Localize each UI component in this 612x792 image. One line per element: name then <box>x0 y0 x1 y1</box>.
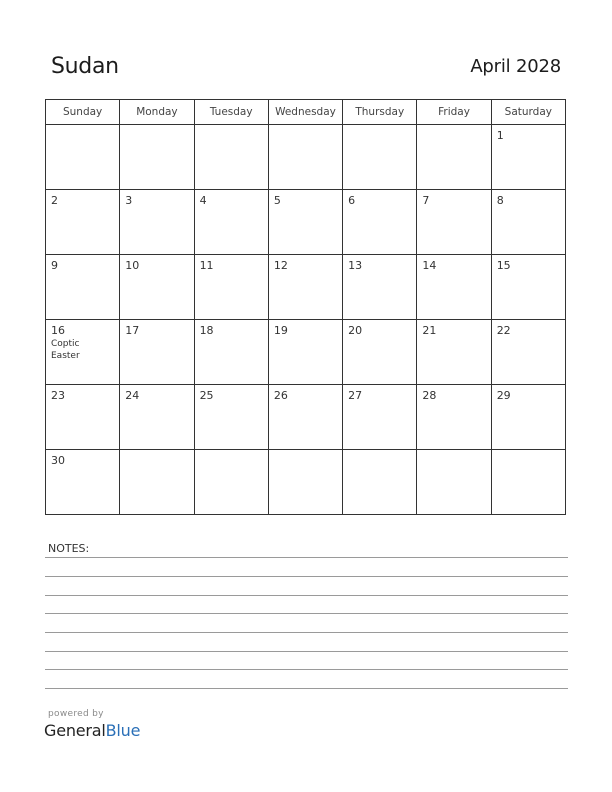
day-cell[interactable] <box>120 385 194 450</box>
day-number: 8 <box>496 194 504 207</box>
week-row <box>46 125 566 190</box>
day-number <box>417 125 490 129</box>
day-number: 6 <box>348 194 356 207</box>
day-number: 5 <box>273 194 281 207</box>
brand-general: General <box>44 721 106 740</box>
day-cell[interactable] <box>343 320 417 385</box>
day-number <box>195 450 268 454</box>
note-line <box>45 613 568 614</box>
day-number: 11 <box>199 259 214 272</box>
day-cell[interactable] <box>343 385 417 450</box>
day-number: 27 <box>348 389 363 402</box>
note-line <box>45 557 568 558</box>
calendar-country-title: Sudan <box>51 54 119 79</box>
powered-by-text: powered by <box>48 709 104 719</box>
day-cell[interactable] <box>194 320 268 385</box>
weekday-header: Wednesday <box>268 100 342 125</box>
day-number: 3 <box>125 194 133 207</box>
note-line <box>45 651 568 652</box>
day-cell[interactable] <box>268 320 342 385</box>
note-line <box>45 669 568 670</box>
weekday-header: Sunday <box>46 100 120 125</box>
day-cell[interactable] <box>417 125 491 190</box>
brand-blue: Blue <box>105 721 141 740</box>
weekday-header: Thursday <box>343 100 417 125</box>
day-number: 25 <box>199 389 214 402</box>
day-cell[interactable] <box>194 385 268 450</box>
day-number: 28 <box>422 389 437 402</box>
day-cell[interactable] <box>417 190 491 255</box>
day-number <box>195 125 268 129</box>
day-number: 29 <box>496 389 511 402</box>
day-number <box>343 450 416 454</box>
day-number <box>120 450 193 454</box>
brand-logo[interactable] <box>44 721 140 740</box>
day-cell[interactable] <box>491 385 565 450</box>
day-number: 24 <box>125 389 140 402</box>
day-cell[interactable] <box>194 450 268 515</box>
day-cell[interactable] <box>46 385 120 450</box>
day-number: 30 <box>51 454 65 467</box>
note-line <box>45 632 568 633</box>
note-line <box>45 576 568 577</box>
week-row <box>46 190 566 255</box>
day-cell[interactable] <box>268 385 342 450</box>
note-line <box>45 688 568 689</box>
day-number: 17 <box>125 324 140 337</box>
holiday-label: Coptic Easter <box>51 339 80 361</box>
day-number: 18 <box>199 324 214 337</box>
day-number <box>120 125 193 129</box>
day-number <box>269 125 342 129</box>
weekday-header: Tuesday <box>194 100 268 125</box>
calendar-month-title: April 2028 <box>470 56 561 77</box>
day-number: 14 <box>422 259 437 272</box>
day-cell[interactable] <box>343 190 417 255</box>
day-number: 26 <box>273 389 288 402</box>
day-cell[interactable] <box>120 255 194 320</box>
day-cell[interactable] <box>343 255 417 320</box>
day-cell[interactable] <box>120 125 194 190</box>
week-row <box>46 255 566 320</box>
day-number: 10 <box>125 259 140 272</box>
notes-label: NOTES: <box>48 542 90 555</box>
day-cell[interactable] <box>194 255 268 320</box>
week-row <box>46 320 566 385</box>
day-cell[interactable] <box>268 125 342 190</box>
day-cell[interactable] <box>268 255 342 320</box>
day-cell[interactable] <box>491 190 565 255</box>
day-number: 19 <box>273 324 288 337</box>
day-cell[interactable] <box>46 320 120 385</box>
day-cell[interactable] <box>46 125 120 190</box>
day-number: 23 <box>51 389 65 402</box>
week-row <box>46 450 566 515</box>
day-cell[interactable] <box>491 320 565 385</box>
week-row <box>46 385 566 450</box>
day-number: 12 <box>273 259 288 272</box>
day-number: 20 <box>348 324 363 337</box>
day-cell[interactable] <box>417 450 491 515</box>
day-cell[interactable] <box>194 125 268 190</box>
day-cell[interactable] <box>491 125 565 190</box>
day-cell[interactable] <box>417 320 491 385</box>
calendar-grid <box>45 99 566 515</box>
day-number: 22 <box>496 324 511 337</box>
day-number: 9 <box>51 259 58 272</box>
note-line <box>45 595 568 596</box>
day-cell[interactable] <box>268 450 342 515</box>
day-cell[interactable] <box>46 255 120 320</box>
day-number: 4 <box>199 194 207 207</box>
day-number <box>417 450 490 454</box>
day-cell[interactable] <box>343 125 417 190</box>
day-cell[interactable] <box>491 450 565 515</box>
day-number <box>46 125 119 129</box>
day-cell[interactable] <box>194 190 268 255</box>
day-cell[interactable] <box>417 385 491 450</box>
day-cell[interactable] <box>343 450 417 515</box>
day-cell[interactable] <box>417 255 491 320</box>
weekday-header-row <box>46 100 566 125</box>
day-number <box>343 125 416 129</box>
day-number: 7 <box>422 194 430 207</box>
day-number: 15 <box>496 259 511 272</box>
day-number <box>269 450 342 454</box>
weekday-header: Monday <box>120 100 194 125</box>
day-cell[interactable] <box>491 255 565 320</box>
day-number <box>492 450 565 454</box>
day-cell[interactable] <box>268 190 342 255</box>
weekday-header: Friday <box>417 100 491 125</box>
day-cell[interactable] <box>46 450 120 515</box>
day-cell[interactable] <box>120 320 194 385</box>
day-cell[interactable] <box>120 450 194 515</box>
day-number: 16 <box>51 324 65 337</box>
day-number: 21 <box>422 324 437 337</box>
day-number: 13 <box>348 259 363 272</box>
day-number: 2 <box>51 194 58 207</box>
day-cell[interactable] <box>120 190 194 255</box>
weekday-header: Saturday <box>491 100 565 125</box>
day-number: 1 <box>496 129 504 142</box>
day-cell[interactable] <box>46 190 120 255</box>
